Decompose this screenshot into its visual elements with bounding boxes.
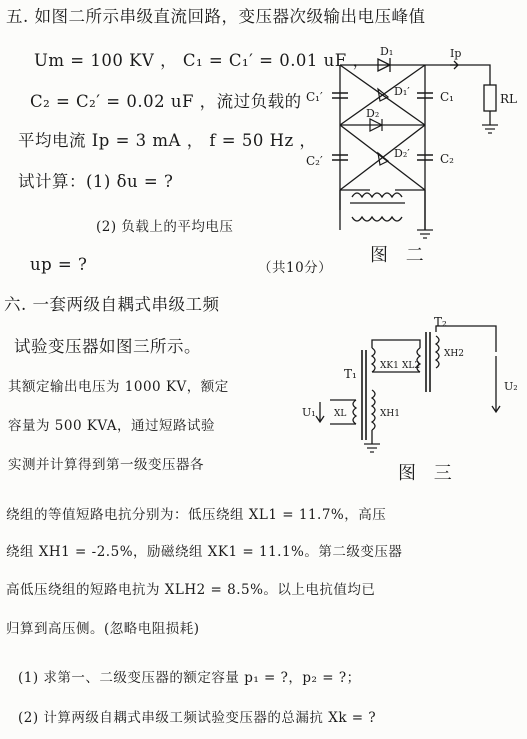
p6-line1: 六. 一套两级自耦式串级工频 [4,295,220,314]
p5-line5: 试计算：(1) δu = ? [18,172,174,191]
label-c2: C₂ [440,152,454,166]
label-rl: RL [500,92,518,106]
p6-line11: (2) 计算两级自耦式串级工频试验变压器的总漏抗 Xk = ? [18,710,377,726]
p6-line8: 高低压绕组的短路电抗为 XLH2 = 8.5%。以上电抗值均已 [6,582,376,598]
figure3-caption: 图 三 [398,463,458,484]
label-xk1: XK1 [380,361,399,371]
ground-rl-icon [482,125,498,133]
p6-line10: (1) 求第一、二级变压器的额定容量 p₁ = ?，p₂ = ?； [18,670,361,686]
figure2-caption: 图 二 [370,245,430,266]
label-xl1: XL [334,409,347,419]
label-c1: C₁ [440,90,454,104]
u2-arrow-icon [492,356,500,412]
winding-xh2-icon [436,336,439,368]
p5-line3: C₂ = C₂′ = 0.02 uF ，流过负载的 [30,92,302,111]
label-t1: T₁ [344,367,357,381]
p6-line9: 归算到高压侧。(忽略电阻损耗) [6,621,200,637]
p6-line2: 试验变压器如图三所示。 [14,337,201,356]
p6-line3: 其额定输出电压为 1000 KV，额定 [8,379,229,395]
label-d2: D₂ [366,107,380,120]
figure3-circuit [300,312,522,457]
p6-line5: 实测并计算得到第一级变压器各 [8,457,204,473]
fig3-link-top [372,340,420,348]
p5-line1: 五. 如图二所示串级直流回路，变压器次级输出电压峰值 [6,7,426,26]
p5-line6: (2) 负载上的平均电压 [96,219,234,235]
u1-arrow-icon [316,402,324,422]
winding-xk1-icon [372,348,375,372]
label-d1: D₁ [380,45,394,58]
p6-line6: 绕组的等值短路电抗分别为：低压绕组 XL1 = 11.7%，高压 [6,507,387,523]
p5-points: （共10分） [258,260,333,276]
figure2-circuit [300,45,522,245]
label-u2: U₂ [504,380,518,393]
label-d1p: D₁′ [394,85,410,98]
winding-xh1-icon [372,390,375,430]
p5-line7: up = ? [30,255,88,274]
p5-line4: 平均电流 Ip = 3 mA ， f = 50 Hz ， [18,131,317,150]
label-ip: Ip [450,47,462,60]
label-t2: T₂ [434,315,447,329]
label-c2p: C₂′ [306,154,323,168]
fig2-load-wire [460,65,490,85]
winding-xl1-icon [353,400,356,424]
transformer-primary-icon [352,217,402,221]
p6-line4: 容量为 500 KVA，通过短路试验 [8,418,216,434]
label-d2p: D₂′ [394,147,410,160]
label-c1p: C₁′ [306,90,323,104]
ground-fig2-icon [417,230,433,238]
resistor-rl-icon [484,85,496,111]
label-xh2: XH2 [444,349,464,359]
label-xh1: XH1 [380,409,400,419]
transformer-secondary-icon [352,193,402,197]
ground-fig3-icon [364,444,380,452]
p6-line7: 绕组 XH1 = -2.5%，励磁绕组 XK1 = 11.1%。第二级变压器 [6,544,403,560]
ip-arrow-icon [450,61,458,69]
label-u1: U₁ [302,406,316,419]
label-xl2: XL2 [402,361,421,371]
p5-line2: Um = 100 KV ， C₁ = C₁′ = 0.01 uF ， [34,51,370,70]
